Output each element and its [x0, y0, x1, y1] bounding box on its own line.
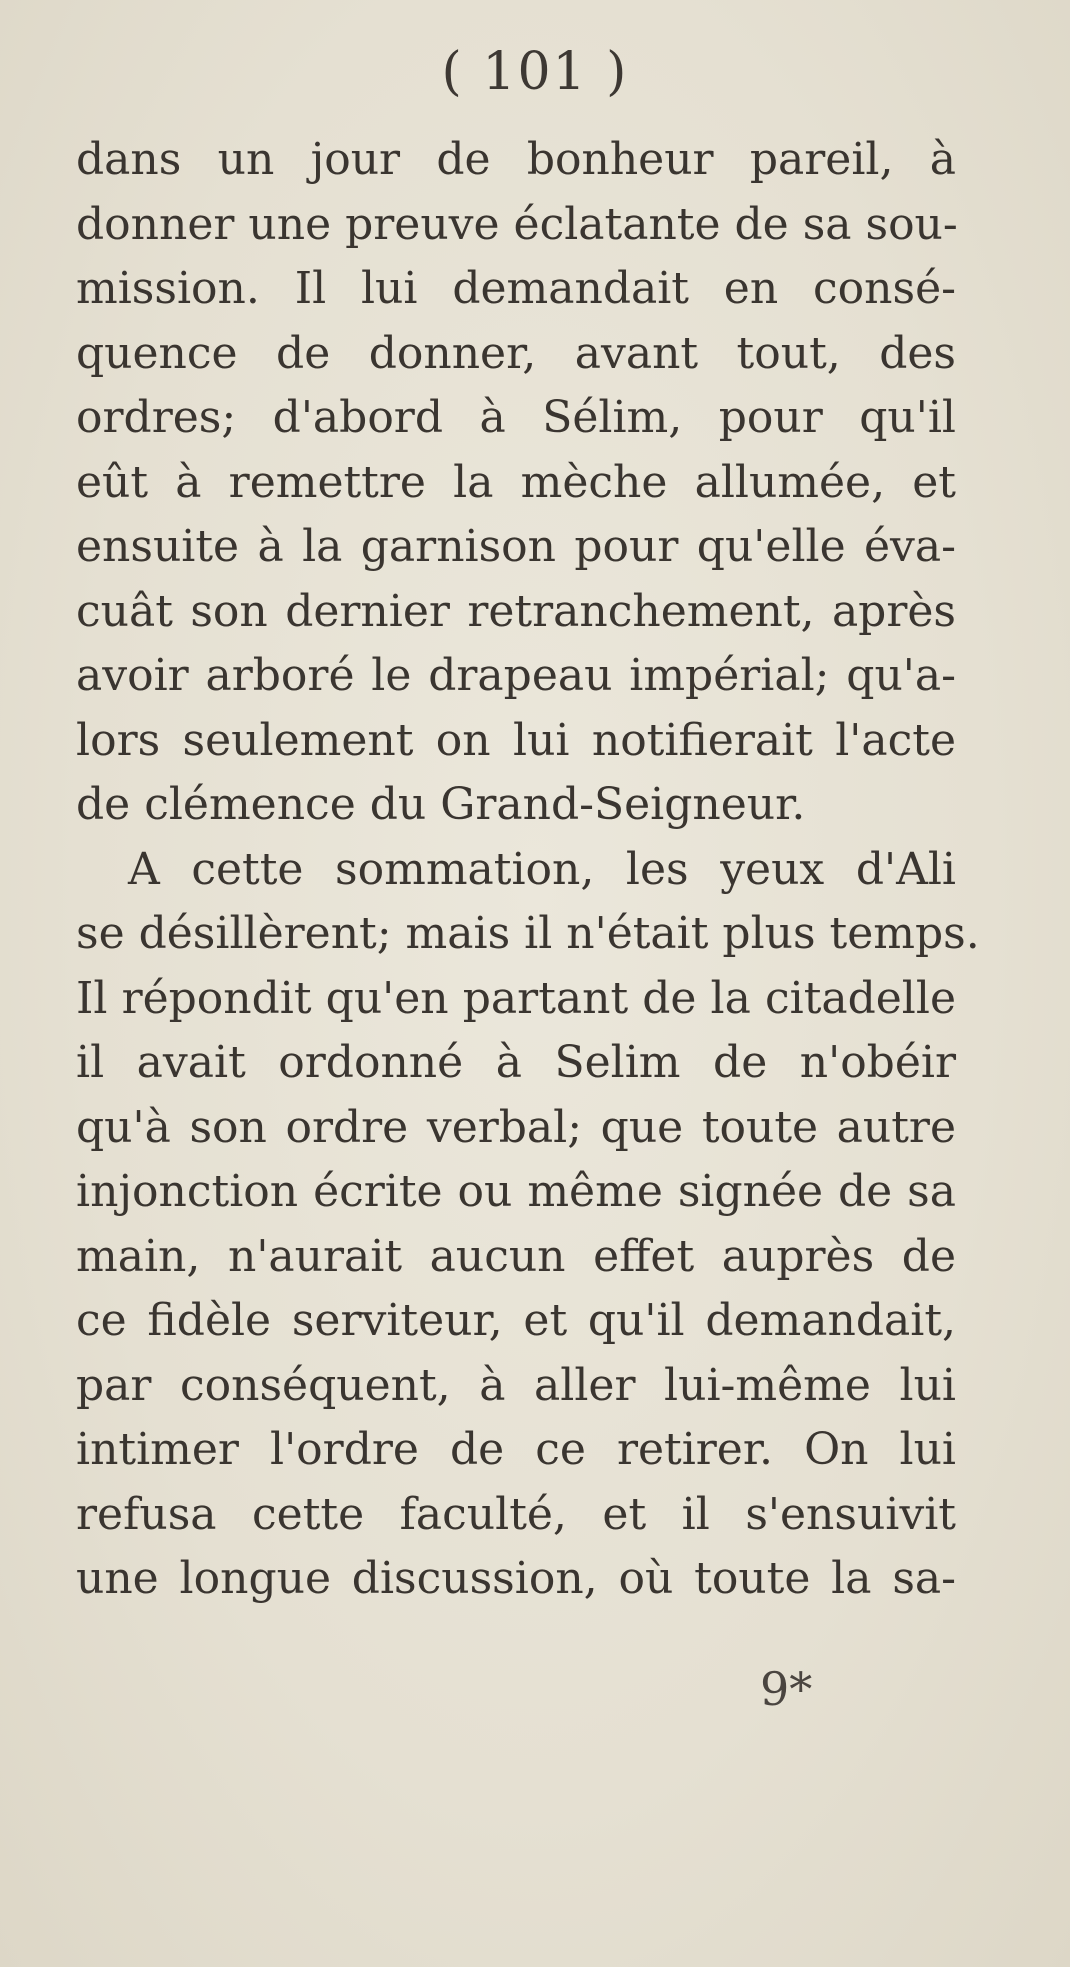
- text-line: cuât son dernier retranchement, après: [76, 585, 956, 637]
- text-line: dans un jour de bonheur pareil, à: [76, 134, 956, 185]
- text-line: ensuite à la garnison pour qu'elle éva-: [76, 521, 956, 572]
- text-line: ce fidèle serviteur, et qu'il demandait,: [76, 1295, 956, 1346]
- signature-mark: 9*: [760, 1662, 813, 1716]
- text-line: ordres; d'abord à Sélim, pour qu'il: [76, 392, 956, 443]
- text-line: lors seulement on lui notifierait l'acte: [76, 714, 956, 766]
- text-line: intimer l'ordre de ce retirer. On lui: [76, 1424, 956, 1475]
- text-line: eût à remettre la mèche allumée, et: [76, 456, 956, 508]
- text-line: Il répondit qu'en partant de la citadelle: [76, 972, 956, 1024]
- text-line: par conséquent, à aller lui-même lui: [76, 1359, 956, 1411]
- paragraph-start-line: A cette sommation, les yeux d'Ali: [128, 843, 956, 895]
- body-text: [76, 128, 980, 1612]
- text-line: quence de donner, avant tout, des: [76, 327, 956, 379]
- text-line: mission. Il lui demandait en consé-: [76, 263, 956, 314]
- text-line: donner une preuve éclatante de sa sou-: [76, 198, 958, 250]
- paragraph-end-line: de clémence du Grand-Seigneur.: [76, 779, 806, 830]
- text-line: injonction écrite ou même signée de sa: [76, 1166, 956, 1217]
- text-line: qu'à son ordre verbal; que toute autre: [76, 1101, 956, 1153]
- text-line: se désillèrent; mais il n'était plus temps.: [76, 908, 980, 959]
- text-line: refusa cette faculté, et il s'ensuivit: [76, 1488, 956, 1540]
- text-line: avoir arboré le drapeau impérial; qu'a-: [76, 650, 956, 701]
- text-line: une longue discussion, où toute la sa-: [76, 1553, 956, 1604]
- page-number: ( 101 ): [441, 42, 629, 102]
- text-line: main, n'aurait aucun effet auprès de: [76, 1230, 956, 1282]
- text-line: il avait ordonné à Selim de n'obéir: [76, 1037, 956, 1088]
